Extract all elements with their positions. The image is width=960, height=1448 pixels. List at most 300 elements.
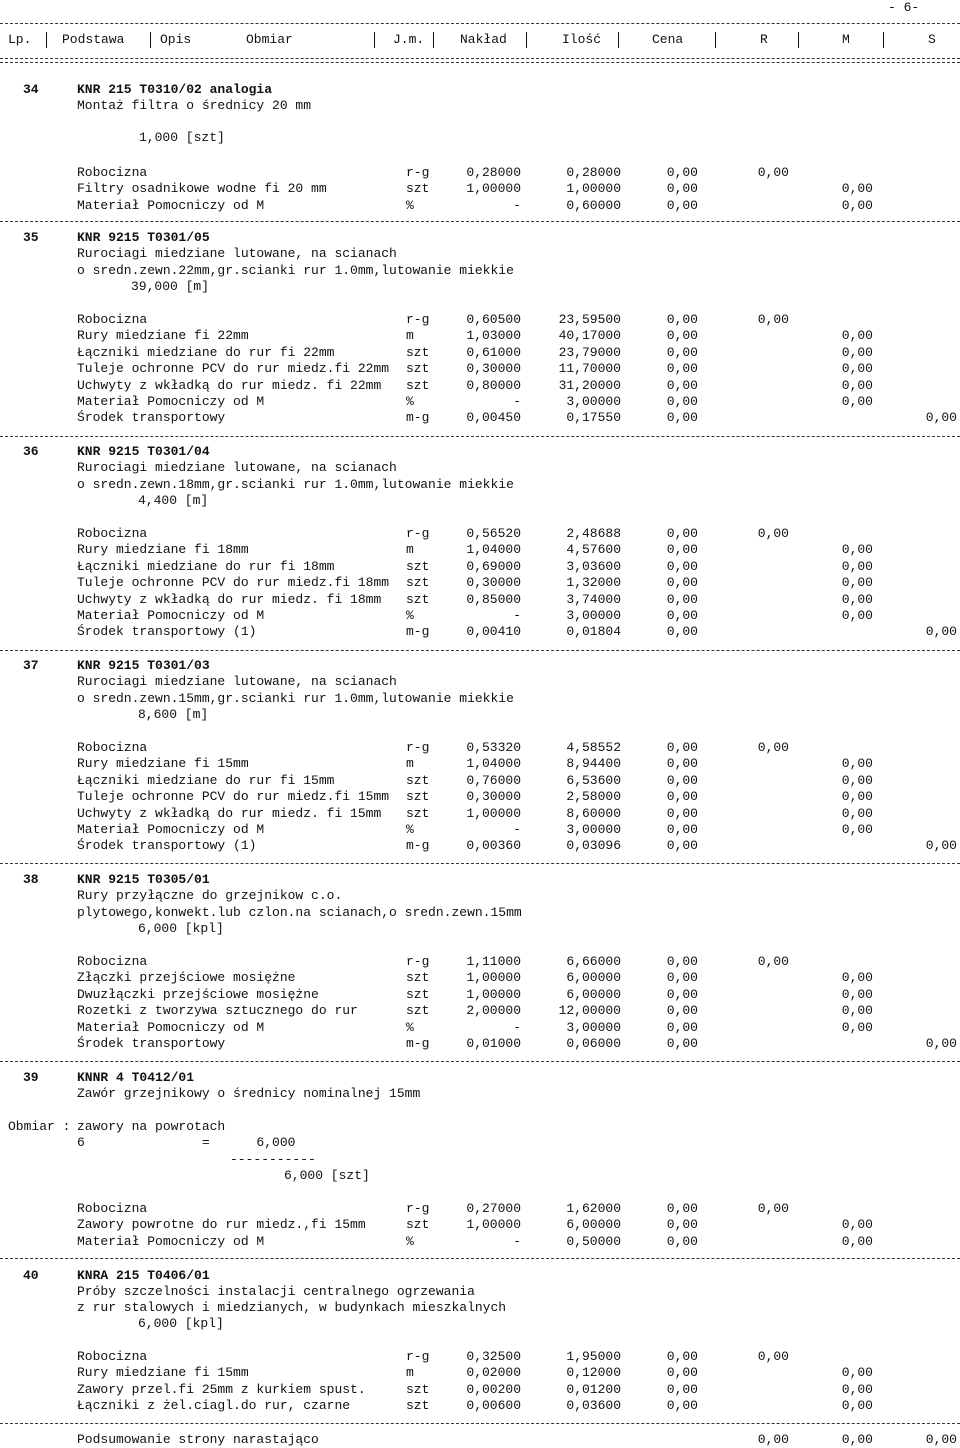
position-description xyxy=(0,1300,960,1316)
position-description xyxy=(0,246,960,262)
position-description xyxy=(0,905,960,921)
quantity-value: 23,59500 xyxy=(558,312,621,327)
description-text: Próby szczelności instalacji centralnego ogrzewania xyxy=(77,1284,475,1299)
header-divider xyxy=(374,32,375,48)
cost-row xyxy=(0,378,960,394)
resource-name: Środek transportowy (1) xyxy=(77,624,257,640)
resource-name: Materiał Pomocniczy od M xyxy=(77,394,265,409)
quantity-value: 1,32000 xyxy=(566,575,621,591)
position-header xyxy=(0,1070,960,1086)
resource-name: Uchwyty z wkładką do rur miedz. fi 22mm xyxy=(77,377,382,393)
description-text: z rur stalowych i miedzianych, w budynkach mieszkalnych xyxy=(77,1300,507,1315)
price-value: 0,00 xyxy=(666,181,698,197)
norm-value: - xyxy=(513,1019,521,1035)
material-cost: 0,00 xyxy=(841,1381,873,1397)
resource-name: Złączki przejściowe mosiężne xyxy=(77,970,296,986)
unit: r-g xyxy=(406,1349,430,1364)
obmiar-total-text: 6,000 [szt] xyxy=(284,1168,370,1183)
norm-value: - xyxy=(513,197,521,213)
position-header xyxy=(0,230,960,246)
header-divider xyxy=(46,32,47,48)
price-value: 0,00 xyxy=(666,805,698,821)
norm-value: 0,00360 xyxy=(466,838,521,854)
norm-value: 1,11000 xyxy=(466,954,521,969)
unit: szt xyxy=(406,558,430,574)
norm-value: 0,56520 xyxy=(466,526,521,541)
header-divider xyxy=(715,32,716,48)
header-lp: Lp. xyxy=(8,32,32,47)
equipment-cost: 0,00 xyxy=(925,1036,957,1051)
price-value: 0,00 xyxy=(666,377,698,393)
price-value: 0,00 xyxy=(666,838,698,854)
cost-row xyxy=(0,165,960,181)
header-s: S xyxy=(928,32,936,47)
position-number: 39 xyxy=(23,1070,39,1085)
position-code: KNR 9215 T0301/03 xyxy=(77,658,210,673)
cost-row xyxy=(0,361,960,377)
cost-row xyxy=(0,838,960,854)
position-quantity xyxy=(0,707,960,723)
quantity-value: 0,12000 xyxy=(566,1365,621,1381)
header-m: M xyxy=(842,32,850,47)
material-cost: 0,00 xyxy=(841,986,873,1002)
position-description xyxy=(0,674,960,690)
quantity-value: 1,00000 xyxy=(566,181,621,197)
norm-value: 0,00410 xyxy=(466,624,521,640)
quantity-value: 3,74000 xyxy=(566,591,621,607)
position-quantity xyxy=(0,921,960,937)
resource-name: Materiał Pomocniczy od M xyxy=(77,608,265,623)
position-description xyxy=(0,888,960,904)
norm-value: 0,80000 xyxy=(466,377,521,393)
cost-row xyxy=(0,1217,960,1233)
cost-row xyxy=(0,608,960,624)
position-code: KNR 9215 T0305/01 xyxy=(77,872,210,887)
norm-value: 0,85000 xyxy=(466,591,521,607)
unit: r-g xyxy=(406,312,430,327)
cost-row xyxy=(0,756,960,772)
quantity-value: 2,48688 xyxy=(566,526,621,541)
position-number: 38 xyxy=(23,872,39,887)
resource-name: Środek transportowy xyxy=(77,1036,226,1051)
unit: % xyxy=(406,1233,414,1249)
quantity-value: 0,03600 xyxy=(566,1398,621,1414)
norm-value: 0,00450 xyxy=(466,410,521,426)
norm-value: 1,04000 xyxy=(466,542,521,558)
norm-value: 0,60500 xyxy=(466,312,521,327)
unit: m-g xyxy=(406,1036,430,1051)
resource-name: Robocizna xyxy=(77,1349,148,1364)
header-divider xyxy=(526,32,527,48)
summary-label: Podsumowanie strony narastająco xyxy=(77,1432,319,1447)
separator-line xyxy=(0,23,960,24)
quantity-value: 23,79000 xyxy=(558,344,621,360)
price-value: 0,00 xyxy=(666,970,698,986)
separator-line xyxy=(0,1423,960,1424)
price-value: 0,00 xyxy=(666,328,698,344)
cost-row xyxy=(0,1398,960,1414)
quantity-value: 6,66000 xyxy=(566,954,621,969)
cost-row xyxy=(0,773,960,789)
material-cost: 0,00 xyxy=(841,394,873,409)
resource-name: Rury miedziane fi 18mm xyxy=(77,542,249,558)
norm-value: 2,00000 xyxy=(466,1003,521,1019)
unit: m-g xyxy=(406,838,430,854)
material-cost: 0,00 xyxy=(841,805,873,821)
quantity-value: 3,03600 xyxy=(566,558,621,574)
quantity-value: 6,00000 xyxy=(566,986,621,1002)
unit: r-g xyxy=(406,740,430,755)
unit: m-g xyxy=(406,624,430,640)
position-header xyxy=(0,1268,960,1284)
labor-cost: 0,00 xyxy=(757,740,789,755)
norm-value: - xyxy=(513,608,521,623)
resource-name: Łączniki miedziane do rur fi 18mm xyxy=(77,558,335,574)
material-cost: 0,00 xyxy=(841,772,873,788)
price-value: 0,00 xyxy=(666,197,698,213)
description-text: Rurociagi miedziane lutowane, na scianach xyxy=(77,674,397,689)
unit: szt xyxy=(406,805,430,821)
position-number: 40 xyxy=(23,1268,39,1283)
position-header xyxy=(0,872,960,888)
quantity-value: 6,53600 xyxy=(566,772,621,788)
quantity-text: 6,000 [kpl] xyxy=(138,1316,224,1331)
cost-row xyxy=(0,312,960,328)
unit: r-g xyxy=(406,954,430,969)
unit: szt xyxy=(406,1381,430,1397)
resource-name: Zawory powrotne do rur miedz.,fi 15mm xyxy=(77,1217,366,1233)
labor-cost: 0,00 xyxy=(757,312,789,327)
quantity-value: 2,58000 xyxy=(566,789,621,805)
header-nakład: Nakład xyxy=(460,32,507,47)
cost-row xyxy=(0,1382,960,1398)
description-text: Montaż filtra o średnicy 20 mm xyxy=(77,98,312,113)
price-value: 0,00 xyxy=(666,558,698,574)
resource-name: Łączniki miedziane do rur fi 22mm xyxy=(77,344,335,360)
quantity-value: 1,62000 xyxy=(566,1201,621,1216)
material-cost: 0,00 xyxy=(841,789,873,805)
norm-value: 1,00000 xyxy=(466,181,521,197)
price-value: 0,00 xyxy=(666,1019,698,1035)
unit: r-g xyxy=(406,526,430,541)
cost-row xyxy=(0,181,960,197)
separator-line xyxy=(0,58,960,59)
unit: m xyxy=(406,328,414,344)
header-divider xyxy=(798,32,799,48)
price-value: 0,00 xyxy=(666,575,698,591)
resource-name: Środek transportowy (1) xyxy=(77,838,257,854)
separator-line xyxy=(0,650,960,651)
resource-name: Tuleje ochronne PCV do rur miedz.fi 18mm xyxy=(77,575,390,591)
description-text: Rurociagi miedziane lutowane, na scianach xyxy=(77,246,397,261)
norm-value: 0,69000 xyxy=(466,558,521,574)
quantity-value: 3,00000 xyxy=(566,1019,621,1035)
position-description xyxy=(0,263,960,279)
price-value: 0,00 xyxy=(666,772,698,788)
material-cost: 0,00 xyxy=(841,558,873,574)
description-text: Rury przyłączne do grzejnikow c.o. xyxy=(77,888,343,903)
separator-line xyxy=(0,221,960,222)
summary-equipment: 0,00 xyxy=(925,1432,957,1447)
material-cost: 0,00 xyxy=(841,1233,873,1249)
obmiar-text: zawory na powrotach xyxy=(77,1119,226,1134)
material-cost: 0,00 xyxy=(841,756,873,772)
position-code: KNR 215 T0310/02 analogia xyxy=(77,82,273,97)
obmiar-row xyxy=(0,1119,960,1135)
unit: szt xyxy=(406,1398,430,1414)
norm-value: 1,03000 xyxy=(466,328,521,344)
quantity-value: 8,94400 xyxy=(566,756,621,772)
quantity-text: 6,000 [kpl] xyxy=(138,921,224,936)
resource-name: Dwuzłączki przejściowe mosiężne xyxy=(77,986,319,1002)
cost-row xyxy=(0,592,960,608)
cost-row xyxy=(0,806,960,822)
quantity-value: 0,03096 xyxy=(566,838,621,854)
resource-name: Robocizna xyxy=(77,1201,148,1216)
price-value: 0,00 xyxy=(666,954,698,969)
price-value: 0,00 xyxy=(666,1036,698,1051)
norm-value: 0,61000 xyxy=(466,344,521,360)
resource-name: Rury miedziane fi 15mm xyxy=(77,1365,249,1381)
resource-name: Uchwyty z wkładką do rur miedz. fi 18mm xyxy=(77,591,382,607)
position-number: 36 xyxy=(23,444,39,459)
material-cost: 0,00 xyxy=(841,822,873,837)
equipment-cost: 0,00 xyxy=(925,624,957,640)
price-value: 0,00 xyxy=(666,624,698,640)
cost-row xyxy=(0,542,960,558)
description-text: o sredn.zewn.15mm,gr.scianki rur 1.0mm,lutowanie miekkie xyxy=(77,691,514,706)
quantity-value: 1,95000 xyxy=(566,1349,621,1364)
unit: szt xyxy=(406,181,430,197)
obmiar-total xyxy=(0,1168,960,1184)
position-code: KNNR 4 T0412/01 xyxy=(77,1070,195,1085)
separator-line xyxy=(0,863,960,864)
position-code: KNR 9215 T0301/04 xyxy=(77,444,210,459)
unit: szt xyxy=(406,377,430,393)
price-value: 0,00 xyxy=(666,361,698,377)
obmiar-label: Obmiar : xyxy=(8,1119,71,1134)
obmiar-line xyxy=(0,1152,960,1168)
unit: r-g xyxy=(406,1201,430,1216)
norm-value: 0,27000 xyxy=(466,1201,521,1216)
material-cost: 0,00 xyxy=(841,1398,873,1414)
separator-line xyxy=(0,1061,960,1062)
price-value: 0,00 xyxy=(666,756,698,772)
material-cost: 0,00 xyxy=(841,181,873,197)
unit: szt xyxy=(406,591,430,607)
header-obmiar: Obmiar xyxy=(246,32,293,47)
position-header xyxy=(0,444,960,460)
quantity-text: 1,000 [szt] xyxy=(139,130,225,145)
position-code: KNRA 215 T0406/01 xyxy=(77,1268,210,1283)
quantity-value: 0,06000 xyxy=(566,1036,621,1051)
labor-cost: 0,00 xyxy=(757,1201,789,1216)
material-cost: 0,00 xyxy=(841,542,873,558)
norm-value: 0,28000 xyxy=(466,165,521,180)
header-divider xyxy=(618,32,619,48)
cost-row xyxy=(0,575,960,591)
price-value: 0,00 xyxy=(666,410,698,426)
obmiar-calc xyxy=(0,1135,960,1151)
table-header xyxy=(0,32,960,48)
price-value: 0,00 xyxy=(666,608,698,623)
cost-row xyxy=(0,1201,960,1217)
price-value: 0,00 xyxy=(666,1349,698,1364)
material-cost: 0,00 xyxy=(841,1019,873,1035)
material-cost: 0,00 xyxy=(841,1365,873,1381)
position-quantity xyxy=(0,279,960,295)
header-opis: Opis xyxy=(160,32,192,47)
header-ilość: Ilość xyxy=(562,32,602,47)
unit: m-g xyxy=(406,410,430,426)
price-value: 0,00 xyxy=(666,1381,698,1397)
price-value: 0,00 xyxy=(666,1003,698,1019)
price-value: 0,00 xyxy=(666,344,698,360)
norm-value: - xyxy=(513,394,521,409)
cost-row xyxy=(0,1365,960,1381)
price-value: 0,00 xyxy=(666,394,698,409)
price-value: 0,00 xyxy=(666,1233,698,1249)
quantity-value: 3,00000 xyxy=(566,608,621,623)
material-cost: 0,00 xyxy=(841,197,873,213)
resource-name: Materiał Pomocniczy od M xyxy=(77,1019,265,1035)
quantity-text: 4,400 [m] xyxy=(138,493,209,508)
header-r: R xyxy=(760,32,768,47)
unit: % xyxy=(406,608,414,623)
norm-value: - xyxy=(513,1233,521,1249)
norm-value: 1,00000 xyxy=(466,986,521,1002)
cost-row xyxy=(0,1003,960,1019)
quantity-value: 3,00000 xyxy=(566,394,621,409)
position-number: 37 xyxy=(23,658,39,673)
quantity-value: 11,70000 xyxy=(558,361,621,377)
resource-name: Środek transportowy xyxy=(77,410,226,426)
price-value: 0,00 xyxy=(666,526,698,541)
resource-name: Rozetki z tworzywa sztucznego do rur xyxy=(77,1003,358,1019)
quantity-text: 8,600 [m] xyxy=(138,707,209,722)
material-cost: 0,00 xyxy=(841,377,873,393)
quantity-value: 3,00000 xyxy=(566,822,621,837)
position-quantity xyxy=(0,1316,960,1332)
quantity-value: 0,01200 xyxy=(566,1381,621,1397)
cost-row xyxy=(0,970,960,986)
resource-name: Materiał Pomocniczy od M xyxy=(77,822,265,837)
resource-name: Robocizna xyxy=(77,526,148,541)
price-value: 0,00 xyxy=(666,1217,698,1233)
cost-row xyxy=(0,1036,960,1052)
position-description xyxy=(0,460,960,476)
unit: % xyxy=(406,394,414,409)
unit: szt xyxy=(406,1217,430,1233)
cost-row xyxy=(0,1349,960,1365)
quantity-value: 31,20000 xyxy=(558,377,621,393)
price-value: 0,00 xyxy=(666,165,698,180)
separator-line xyxy=(0,1258,960,1259)
cost-row xyxy=(0,526,960,542)
quantity-value: 0,60000 xyxy=(566,197,621,213)
header-podstawa: Podstawa xyxy=(62,32,125,47)
header-divider xyxy=(150,32,151,48)
price-value: 0,00 xyxy=(666,1201,698,1216)
position-description xyxy=(0,1086,960,1102)
resource-name: Tuleje ochronne PCV do rur miedz.fi 15mm xyxy=(77,789,390,805)
quantity-value: 0,17550 xyxy=(566,410,621,426)
material-cost: 0,00 xyxy=(841,344,873,360)
header-cena: Cena xyxy=(652,32,684,47)
cost-row xyxy=(0,328,960,344)
norm-value: 0,02000 xyxy=(466,1365,521,1381)
position-header xyxy=(0,82,960,98)
description-text: o sredn.zewn.22mm,gr.scianki rur 1.0mm,lutowanie miekkie xyxy=(77,263,514,278)
position-header xyxy=(0,658,960,674)
header-jm: J.m. xyxy=(393,32,425,47)
material-cost: 0,00 xyxy=(841,328,873,344)
page-number: - 6- xyxy=(888,0,920,15)
resource-name: Robocizna xyxy=(77,954,148,969)
position-quantity xyxy=(0,493,960,509)
unit: szt xyxy=(406,772,430,788)
position-description xyxy=(0,1284,960,1300)
unit: m xyxy=(406,1365,414,1381)
unit: % xyxy=(406,1019,414,1035)
material-cost: 0,00 xyxy=(841,591,873,607)
labor-cost: 0,00 xyxy=(757,1349,789,1364)
labor-cost: 0,00 xyxy=(757,526,789,541)
unit: szt xyxy=(406,789,430,805)
price-value: 0,00 xyxy=(666,986,698,1002)
position-code: KNR 9215 T0301/05 xyxy=(77,230,210,245)
description-text: Zawór grzejnikowy o średnicy nominalnej 15mm xyxy=(77,1086,421,1101)
norm-value: 0,53320 xyxy=(466,740,521,755)
obmiar-underline: ----------- xyxy=(230,1152,316,1167)
material-cost: 0,00 xyxy=(841,1217,873,1233)
resource-name: Rury miedziane fi 22mm xyxy=(77,328,249,344)
resource-name: Łączniki miedziane do rur fi 15mm xyxy=(77,772,335,788)
quantity-value: 4,57600 xyxy=(566,542,621,558)
unit: % xyxy=(406,822,414,837)
cost-row xyxy=(0,1020,960,1036)
norm-value: 1,00000 xyxy=(466,805,521,821)
resource-name: Robocizna xyxy=(77,740,148,755)
resource-name: Materiał Pomocniczy od M xyxy=(77,197,265,213)
unit: szt xyxy=(406,344,430,360)
norm-value: 1,04000 xyxy=(466,756,521,772)
norm-value: 0,00600 xyxy=(466,1398,521,1414)
position-number: 35 xyxy=(23,230,39,245)
quantity-value: 0,01804 xyxy=(566,624,621,640)
resource-name: Rury miedziane fi 15mm xyxy=(77,756,249,772)
norm-value: 0,76000 xyxy=(466,772,521,788)
material-cost: 0,00 xyxy=(841,575,873,591)
resource-name: Tuleje ochronne PCV do rur miedz.fi 22mm xyxy=(77,361,390,377)
quantity-value: 0,50000 xyxy=(566,1233,621,1249)
position-description xyxy=(0,477,960,493)
cost-row xyxy=(0,345,960,361)
header-divider xyxy=(433,32,434,48)
material-cost: 0,00 xyxy=(841,361,873,377)
equipment-cost: 0,00 xyxy=(925,838,957,854)
resource-name: Łączniki z żel.ciagl.do rur, czarne xyxy=(77,1398,351,1414)
norm-value: - xyxy=(513,822,521,837)
material-cost: 0,00 xyxy=(841,1003,873,1019)
resource-name: Filtry osadnikowe wodne fi 20 mm xyxy=(77,181,327,197)
cost-row xyxy=(0,410,960,426)
cost-row xyxy=(0,987,960,1003)
unit: szt xyxy=(406,1003,430,1019)
quantity-value: 0,28000 xyxy=(566,165,621,180)
norm-value: 0,30000 xyxy=(466,575,521,591)
quantity-text: 39,000 [m] xyxy=(131,279,210,294)
